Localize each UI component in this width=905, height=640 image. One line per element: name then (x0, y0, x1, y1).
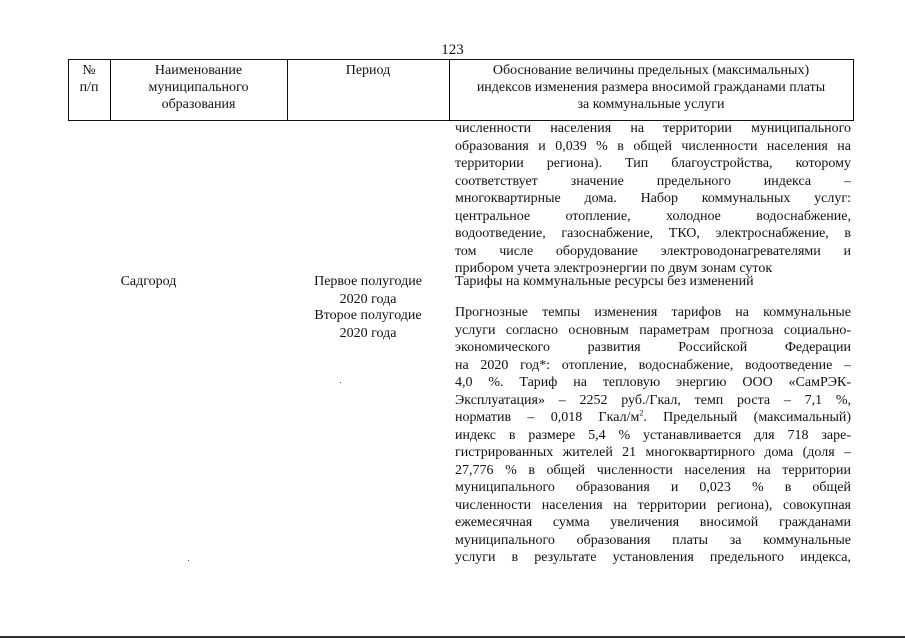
period-second-half-line-1: Второе полугодие (314, 308, 422, 323)
text-line: услуги в результате установления предельного индекса, (455, 550, 851, 565)
text-line: гистрированных жителей 21 многоквартирного дома (доля – (455, 445, 851, 460)
page-bottom-edge (0, 636, 905, 638)
period-second-half-line-2: 2020 года (339, 325, 397, 341)
text-line: муниципального образования платы за коммунальные (455, 532, 851, 548)
text-line: численности населения на территории муниципального (455, 121, 851, 136)
header-col-border-4 (853, 59, 854, 121)
text-line: соответствует значение предельного индекса – (455, 173, 851, 189)
header-col-basis-line-1: Обоснование величины предельных (максимальных) (492, 63, 810, 78)
text-line: центральное отопление, холодное водоснабжение, (455, 208, 851, 224)
text-line: ежемесячная сумма увеличения вносимой гражданами (455, 515, 851, 530)
text-fragment: норматив – 0,018 Гкал/м (455, 410, 640, 425)
period-first-half-line-1: Первое полугодие (314, 274, 422, 289)
header-col-number-line-2: п/п (79, 80, 99, 95)
scan-speck (188, 560, 189, 561)
text-line: численности населения на территории региона), совокупная (455, 497, 851, 513)
superscript: 2 (639, 408, 644, 418)
text-line: образования и 0,039 % в общей численности населения на (455, 138, 851, 154)
text-line: 27,776 % в общей численности населения на территории (455, 462, 851, 478)
header-col-basis-line-3: за коммунальные услуги (577, 97, 725, 112)
page-number: 123 (441, 42, 464, 58)
header-col-municipality (110, 62, 287, 113)
period-second-half (293, 307, 443, 342)
text-line: на 2020 год*: отопление, водоснабжение, водоотведение – (455, 357, 851, 373)
header-col-period (287, 62, 449, 79)
scan-speck (340, 382, 341, 383)
text-fragment: . Предельный (максимальный) (643, 410, 851, 425)
text-line: 4,0 %. Тариф на тепловую энергию ООО «СамРЭК- (455, 375, 851, 390)
text-line: экономического развития Российской Федерации (455, 340, 851, 355)
municipality-name: Садгород (120, 274, 177, 289)
text-line: том числе оборудование электроводонагревателями и (455, 243, 851, 259)
text-line-with-superscript (455, 410, 851, 428)
header-col-number (68, 62, 110, 96)
first-half-basis: Тарифы на коммунальные ресурсы без изменений (455, 274, 754, 289)
period-first-half (293, 273, 443, 308)
header-col-municipality-line-2: муниципального (148, 80, 249, 95)
header-col-municipality-line-1: Наименование (154, 63, 243, 78)
text-line: прибором учета электроэнергии по двум зонам суток (455, 261, 773, 276)
text-line: многоквартирные дома. Набор коммунальных услуг: (455, 191, 851, 206)
period-first-half-line-2: 2020 года (339, 291, 397, 307)
header-col-number-line-1: № (82, 63, 96, 78)
text-line: услуги согласно основным параметрам прогноза социально- (455, 322, 851, 338)
text-line: муниципального образования и 0,023 % в общей (455, 480, 851, 495)
second-half-paragraph (455, 305, 851, 568)
text-line: Эксплуатация» – 2252 руб./Гкал, темп роста – 7,1 %, (455, 392, 851, 408)
text-line: индекс в размере 5,4 % устанавливается для 718 заре- (455, 427, 851, 443)
text-line: водоотведение, газоснабжение, ТКО, электроснабжение, в (455, 226, 851, 241)
text-line: территории региона). Тип благоустройства, которому (455, 156, 851, 171)
header-col-basis (449, 62, 853, 113)
header-top-rule (68, 59, 854, 60)
header-col-period-line-1: Период (345, 63, 391, 78)
text-line: Прогнозные темпы изменения тарифов на коммунальные (455, 305, 851, 320)
header-col-basis-line-2: индексов изменения размера вносимой гражданами платы (476, 80, 826, 95)
header-col-municipality-line-3: образования (161, 97, 236, 112)
continuation-paragraph (455, 121, 851, 279)
